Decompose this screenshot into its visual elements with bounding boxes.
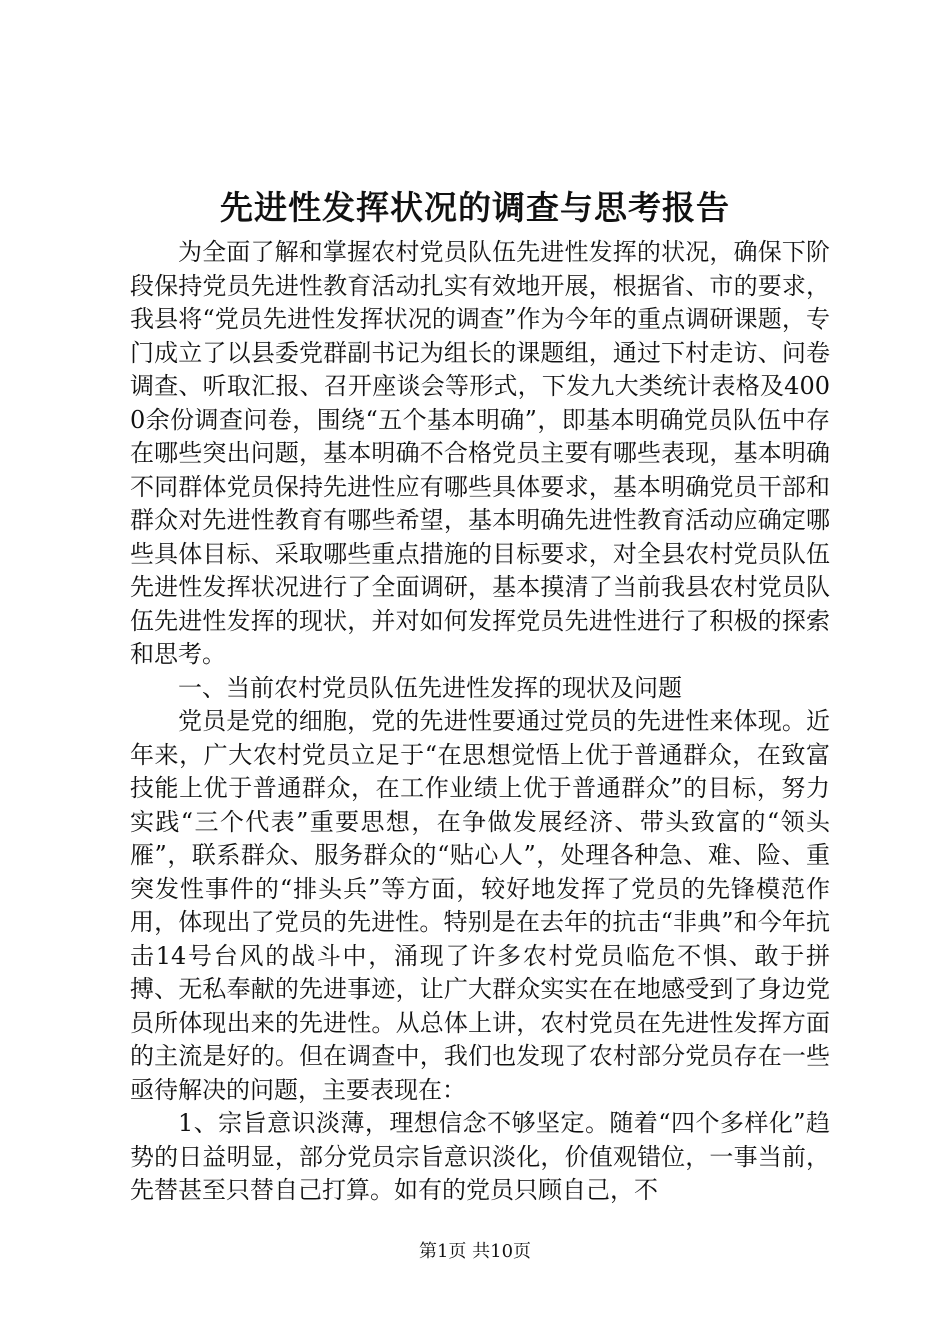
paragraph-item-1: 1、宗旨意识淡薄，理想信念不够坚定。随着“四个多样化”趋势的日益明显，部分党员宗旨意识淡化，价值观错位，一事当前，先替甚至只替自己打算。如有的党员只顾自己，不 [130, 1109, 830, 1204]
document-title: 先进性发挥状况的调查与思考报告 [220, 188, 730, 227]
document-body [130, 236, 830, 1208]
section-heading: 一、当前农村党员队伍先进性发挥的现状及问题 [178, 673, 682, 702]
paragraph-intro: 为全面了解和掌握农村党员队伍先进性发挥的状况，确保下阶段保持党员先进性教育活动扎实有效地开展，根据省、市的要求，我县将“党员先进性发挥状况的调查”作为今年的重点调研课题，专门成立了以县委党群副书记为组长的课题组，通过下村走访、问卷调查、听取汇报、召开座谈会等形式，下发九大类统计表格及4000余份调查问卷，围绕“五个基本明确”，即基本明确党员队伍中存在哪些突出问题，基本明确不合格党员主要有哪些表现，基本明确不同群体党员保持先进性应有哪些具体要求，基本明确党员干部和群众对先进性教育有哪些希望，基本明确先进性教育活动应确定哪些具体目标、采取哪些重点措施的目标要求，对全县农村党员队伍先进性发挥状况进行了全面调研，基本摸清了当前我县农村党员队伍先进性发挥的现状，并对如何发挥党员先进性进行了积极的探索和思考。 [130, 238, 830, 668]
page-number: 第1页 共10页 [418, 1241, 532, 1262]
paragraph-current-status: 党员是党的细胞，党的先进性要通过党员的先进性来体现。近年来，广大农村党员立足于“在思想觉悟上优于普通群众，在致富技能上优于普通群众，在工作业绩上优于普通群众”的目标，努力实践“三个代表”重要思想，在争做发展经济、带头致富的“领头雁”，联系群众、服务群众的“贴心人”，处理各种急、难、险、重突发性事件的“排头兵”等方面，较好地发挥了党员的先锋模范作用，体现出了党员的先进性。特别是在去年的抗击“非典”和今年抗击14号台风的战斗中，涌现了许多农村党员临危不惧、敢于拼搏、无私奉献的先进事迹，让广大群众实实在在地感受到了身边党员所体现出来的先进性。从总体上讲，农村党员在先进性发挥方面的主流是好的。但在调查中，我们也发现了农村部分党员存在一些亟待解决的问题，主要表现在： [130, 707, 830, 1104]
